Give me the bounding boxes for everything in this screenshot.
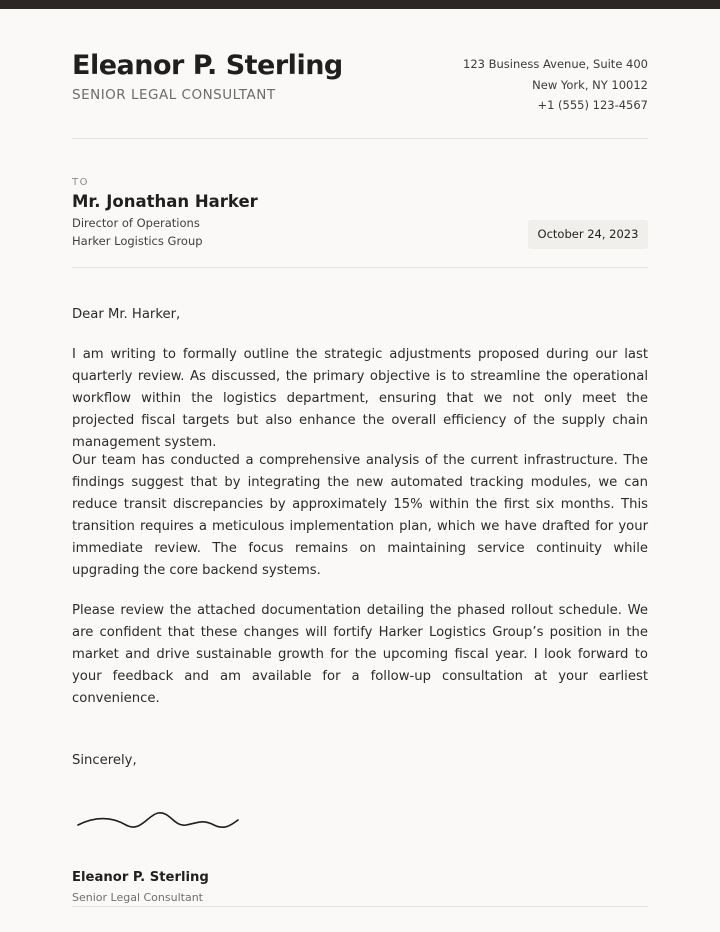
recipient-name: Mr. Jonathan Harker <box>72 192 258 211</box>
closing: Sincerely, <box>72 753 137 768</box>
top-accent-bar <box>0 0 720 9</box>
sender-address-line2: New York, NY 10012 <box>532 77 648 92</box>
recipient-title: Director of Operations <box>72 216 200 230</box>
sender-name: Eleanor P. Sterling <box>72 50 343 81</box>
date-badge: October 24, 2023 <box>528 220 648 249</box>
sender-address-line1: 123 Business Avenue, Suite 400 <box>463 57 648 71</box>
handwritten-signature <box>74 808 244 840</box>
recipient-company: Harker Logistics Group <box>72 234 203 248</box>
sender-phone: +1 (555) 123-4567 <box>537 98 648 112</box>
body-paragraph-3: Please review the attached documentation detailing the phased rollout schedule. We are confident that these changes will fortify Harker Logistics Group’s position in the market and drive sustainable growth for the upcoming fiscal year. I look forward to your feedback and am available for a follow-up consultation at your earliest convenience. <box>72 603 648 706</box>
header-divider <box>72 138 648 139</box>
salutation: Dear Mr. Harker, <box>72 307 181 322</box>
signature-name: Eleanor P. Sterling <box>72 870 209 885</box>
body-paragraph-1: I am writing to formally outline the strategic adjustments proposed during our last quarterly review. As discussed, the primary objective is to streamline the operational workflow within the logistics department, ensuring that we not only meet the projected fiscal targets but also enhance the overall efficiency of the supply chain management system. <box>72 347 648 450</box>
body-paragraph-2: Our team has conducted a comprehensive analysis of the current infrastructure. The findings suggest that by integrating the new automated tracking modules, we can reduce transit discrepancies by approximately 15% within the first six months. This transition requires a meticulous implementation plan, which we have drafted for your immediate review. The focus remains on maintaining service continuity while upgrading the core backend systems. <box>72 453 648 578</box>
sender-contact <box>463 54 648 116</box>
to-label: TO <box>72 177 89 188</box>
footer-divider <box>72 906 648 907</box>
sender-title: SENIOR LEGAL CONSULTANT <box>72 87 276 103</box>
recipient-divider <box>72 267 648 268</box>
signature-title: Senior Legal Consultant <box>72 891 203 904</box>
